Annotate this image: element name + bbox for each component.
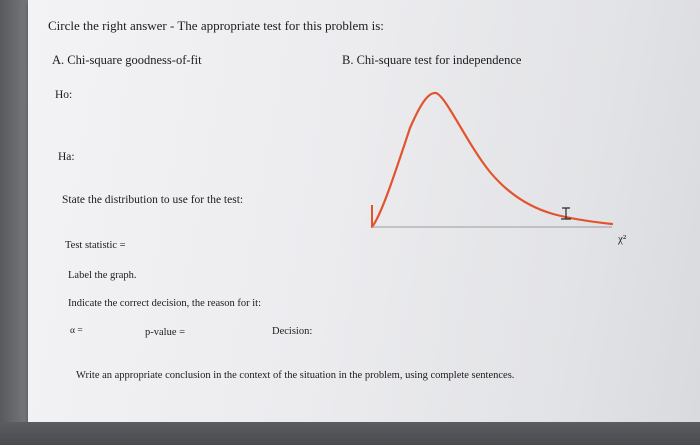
test-statistic-label: Test statistic = <box>65 240 126 251</box>
chi-square-curve <box>372 93 612 227</box>
option-b[interactable]: B. Chi-square test for independence <box>342 53 522 67</box>
ha-label: Ha: <box>58 151 75 163</box>
label-graph-text: Label the graph. <box>68 270 137 281</box>
conclusion-prompt: Write an appropriate conclusion in the context of the situation in the problem, using complete sentences. <box>76 370 515 381</box>
alpha-label: α = <box>70 326 83 336</box>
p-value-label: p-value = <box>145 327 186 338</box>
option-a[interactable]: A. Chi-square goodness-of-fit <box>52 53 202 67</box>
decision-prompt: Indicate the correct decision, the reason for it: <box>68 298 261 309</box>
distribution-prompt: State the distribution to use for the test: <box>62 194 244 206</box>
decision-label: Decision: <box>272 326 313 337</box>
x-axis-chi-square-label: χ² <box>618 233 627 245</box>
instruction-text: Circle the right answer - The appropriate test for this problem is: <box>48 18 384 33</box>
ho-label: Ho: <box>55 89 73 101</box>
